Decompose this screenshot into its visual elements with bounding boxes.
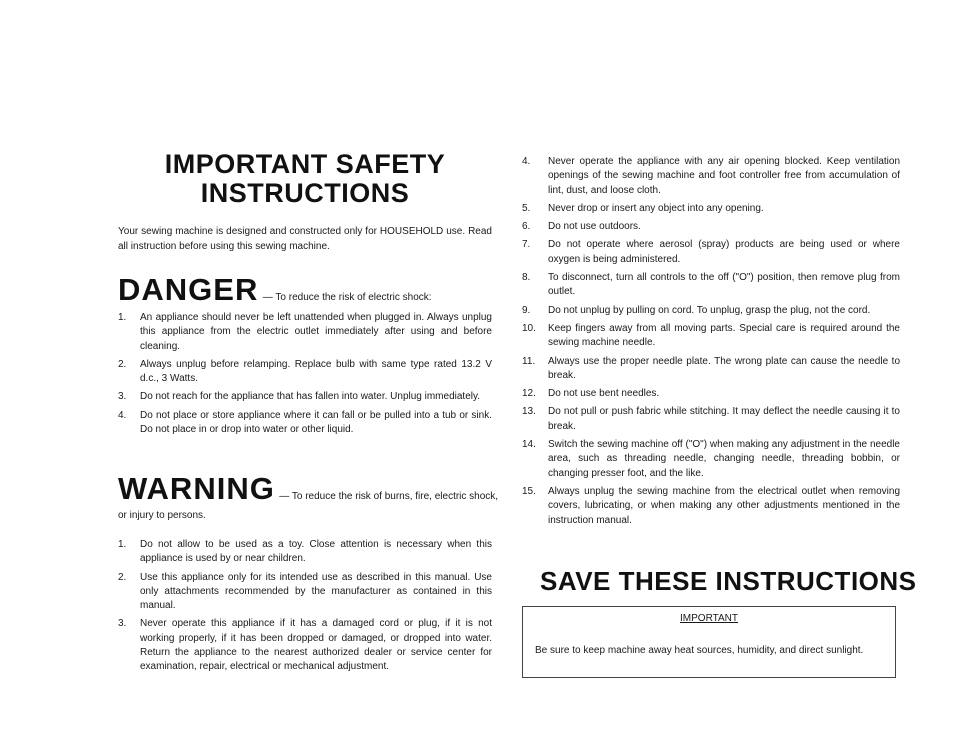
item-number: 11. bbox=[522, 355, 536, 367]
list-item bbox=[522, 485, 900, 528]
item-text: Always use the proper needle plate. The wrong plate can cause the needle to break. bbox=[548, 355, 900, 381]
item-text: Do not reach for the appliance that has fallen into water. Unplug immediately. bbox=[140, 391, 481, 403]
item-number: 3. bbox=[118, 618, 127, 630]
list-item bbox=[118, 311, 492, 354]
item-number: 9. bbox=[522, 304, 531, 316]
warning-heading: WARNING bbox=[118, 471, 275, 506]
item-text: Never operate the appliance with any air opening blocked. Keep ventilation openings of the sewing machine and foot controller free from accumulation of lint, dust, and loose cloth. bbox=[548, 156, 900, 196]
danger-heading: DANGER bbox=[118, 272, 259, 307]
item-number: 2. bbox=[118, 571, 127, 583]
item-text: Do not use bent needles. bbox=[548, 388, 660, 400]
warning-subtext-continued: or injury to persons. bbox=[118, 510, 206, 521]
list-item bbox=[118, 538, 492, 567]
intro-text: Your sewing machine is designed and constructed only for HOUSEHOLD use. Read all instruction before using this sewing machine. bbox=[118, 226, 492, 252]
list-item bbox=[522, 202, 900, 216]
warning-heading-line bbox=[118, 471, 498, 507]
item-number: 15. bbox=[522, 485, 536, 497]
item-number: 8. bbox=[522, 272, 531, 284]
item-text: Do not unplug by pulling on cord. To unplug, grasp the plug, not the cord. bbox=[548, 304, 871, 316]
item-text: Keep fingers away from all moving parts. Special care is required around the sewing machine needle. bbox=[548, 322, 900, 349]
list-item bbox=[522, 387, 900, 401]
important-notice-title: IMPORTANT bbox=[680, 613, 738, 624]
danger-list bbox=[118, 311, 492, 441]
list-item bbox=[118, 571, 492, 614]
item-number: 12. bbox=[522, 388, 536, 400]
title-line-2: INSTRUCTIONS bbox=[200, 178, 410, 208]
list-item bbox=[522, 322, 900, 351]
list-item bbox=[118, 390, 492, 404]
item-number: 1. bbox=[118, 312, 127, 323]
list-item bbox=[522, 438, 900, 481]
item-number: 13. bbox=[522, 406, 536, 418]
item-text: Use this appliance only for its intended use as described in this manual. Use only attachments recommended by the manufacturer as contained in this manual. bbox=[140, 571, 492, 612]
list-item bbox=[522, 238, 900, 267]
item-number: 1. bbox=[118, 539, 127, 550]
item-text: Do not operate where aerosol (spray) products are being used or where oxygen is being administered. bbox=[548, 239, 900, 265]
item-text: Do not allow to be used as a toy. Close attention is necessary when this appliance is used by or near children. bbox=[140, 539, 492, 565]
item-text: Never drop or insert any object into any opening. bbox=[548, 202, 764, 214]
title-line-1: IMPORTANT SAFETY bbox=[164, 149, 446, 179]
item-text: Switch the sewing machine off ("O") when making any adjustment in the needle area, such as threading needle, changing needle, threading bobbin, or changing presser foot, and the like. bbox=[548, 439, 900, 479]
item-text: Never operate this appliance if it has a damaged cord or plug, if it is not working properly, if it has been dropped or damaged, or dropped into water. Return the appliance to the nearest authorized dealer or service center for examination, repair, electrical or mechanical adjustment. bbox=[140, 618, 492, 673]
item-text: An appliance should never be left unattended when plugged in. Always unplug this appliance from the electric outlet immediately after using and before cleaning. bbox=[140, 312, 492, 352]
important-notice-text: Be sure to keep machine away heat sources, humidity, and direct sunlight. bbox=[535, 645, 864, 656]
item-text: Do not pull or push fabric while stitching. It may deflect the needle causing it to break. bbox=[548, 406, 900, 432]
item-number: 10. bbox=[522, 322, 536, 334]
list-item bbox=[522, 220, 900, 234]
danger-subtext: — To reduce the risk of electric shock: bbox=[262, 292, 432, 303]
item-text: Do not use outdoors. bbox=[548, 221, 641, 233]
list-item bbox=[522, 405, 900, 434]
save-instructions-heading: SAVE THESE INSTRUCTIONS bbox=[540, 566, 917, 596]
item-text: To disconnect, turn all controls to the off ("O") position, then remove plug from outlet. bbox=[548, 272, 900, 298]
important-notice-box bbox=[522, 606, 896, 678]
list-item bbox=[522, 355, 900, 384]
list-item bbox=[118, 617, 492, 674]
list-item bbox=[522, 155, 900, 198]
warning-list bbox=[118, 538, 492, 679]
item-number: 14. bbox=[522, 439, 536, 451]
list-item bbox=[522, 271, 900, 300]
item-text: Do not place or store appliance where it can fall or be pulled into a tub or sink. Do not place in or drop into water or other liquid. bbox=[140, 409, 492, 436]
item-number: 4. bbox=[522, 156, 531, 167]
item-number: 4. bbox=[118, 409, 127, 421]
item-number: 3. bbox=[118, 391, 127, 403]
danger-heading-line bbox=[118, 272, 432, 308]
instruction-list-continued bbox=[522, 155, 900, 532]
item-number: 7. bbox=[522, 239, 531, 251]
item-number: 2. bbox=[118, 358, 127, 370]
item-text: Always unplug the sewing machine from the electrical outlet when removing covers, lubricating, or when making any other adjustments mentioned in the instruction manual. bbox=[548, 485, 900, 526]
item-number: 5. bbox=[522, 202, 531, 214]
warning-subtext: — To reduce the risk of burns, fire, electric shock, bbox=[279, 491, 499, 502]
list-item bbox=[522, 304, 900, 318]
list-item bbox=[118, 409, 492, 438]
item-text: Always unplug before relamping. Replace bulb with same type rated 13.2 V d.c., 3 Watts. bbox=[140, 358, 492, 385]
item-number: 6. bbox=[522, 221, 531, 233]
list-item bbox=[118, 358, 492, 387]
page-title bbox=[118, 150, 492, 208]
